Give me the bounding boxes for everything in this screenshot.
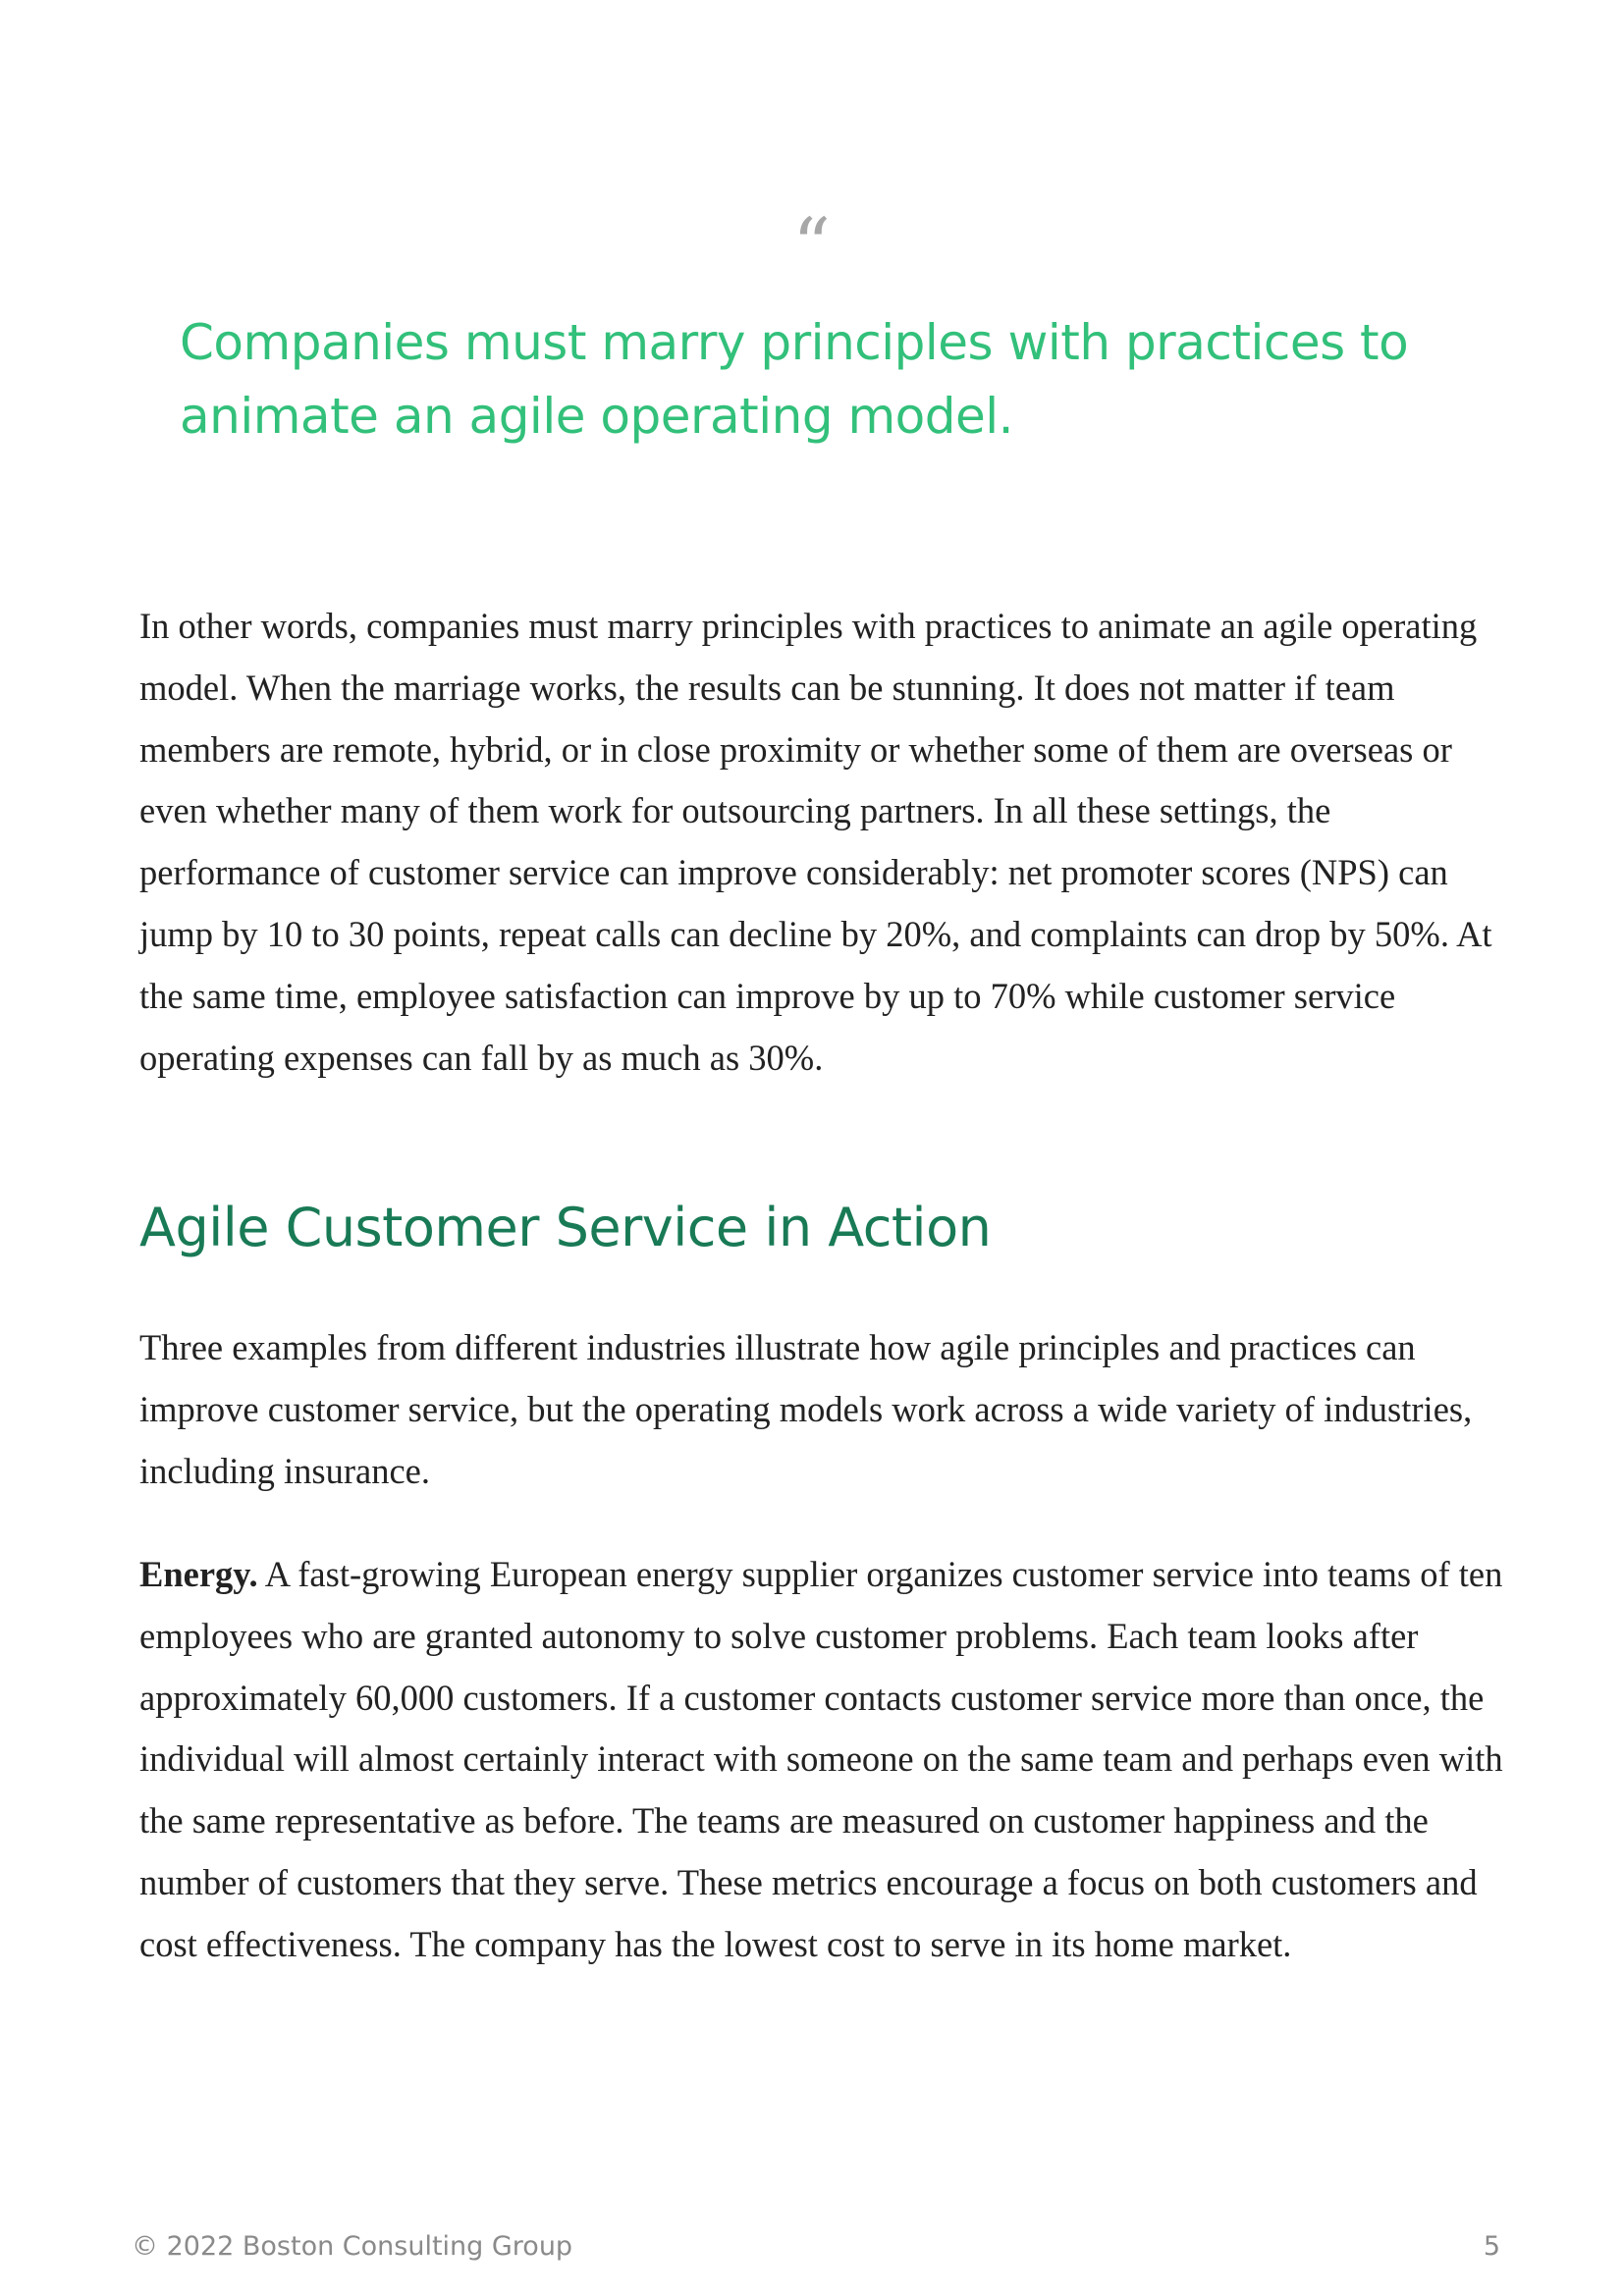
quotation-mark-icon: “ [792,201,831,289]
example-lead-label: Energy. [139,1554,258,1594]
footer-copyright: © 2022 Boston Consulting Group [132,2231,573,2262]
example-text: A fast-growing European energy supplier organizes customer service into teams of ten employees who are granted autonomy to solve customer problems. Each team looks after approximately 60,000 customers. If a customer contacts customer service more than once, the individual will almost certainly interact with someone on the same team and perhaps even with the same representative as before. The teams are measured on customer happiness and the number of customers that they serve. These metrics encourage a focus on both customers and cost effectiveness. The company has the lowest cost to serve in its home market. [139,1554,1503,1964]
example-paragraph [139,1544,1514,1976]
section-heading: Agile Customer Service in Action [139,1197,992,1258]
body-paragraph: In other words, companies must marry principles with practices to animate an agile operating model. When the marriage works, the results can be stunning. It does not matter if team members are remote, hybrid, or in close proximity or whether some of them are overseas or even whether many of them work for outsourcing partners. In all these settings, the performance of customer service can improve considerably: net promoter scores (NPS) can jump by 10 to 30 points, repeat calls can decline by 20%, and complaints can drop by 50%. At the same time, employee satisfaction can improve by up to 70% while customer service operating expenses can fall by as much as 30%. [139,606,1492,1078]
section-intro-paragraph: Three examples from different industries illustrate how agile principles and practices can improve customer service, but the operating models work across a wide variety of industries, including insurance. [139,1327,1473,1491]
pull-quote: Companies must marry principles with practices to animate an agile operating model. [180,314,1409,445]
page-number: 5 [1483,2231,1500,2262]
